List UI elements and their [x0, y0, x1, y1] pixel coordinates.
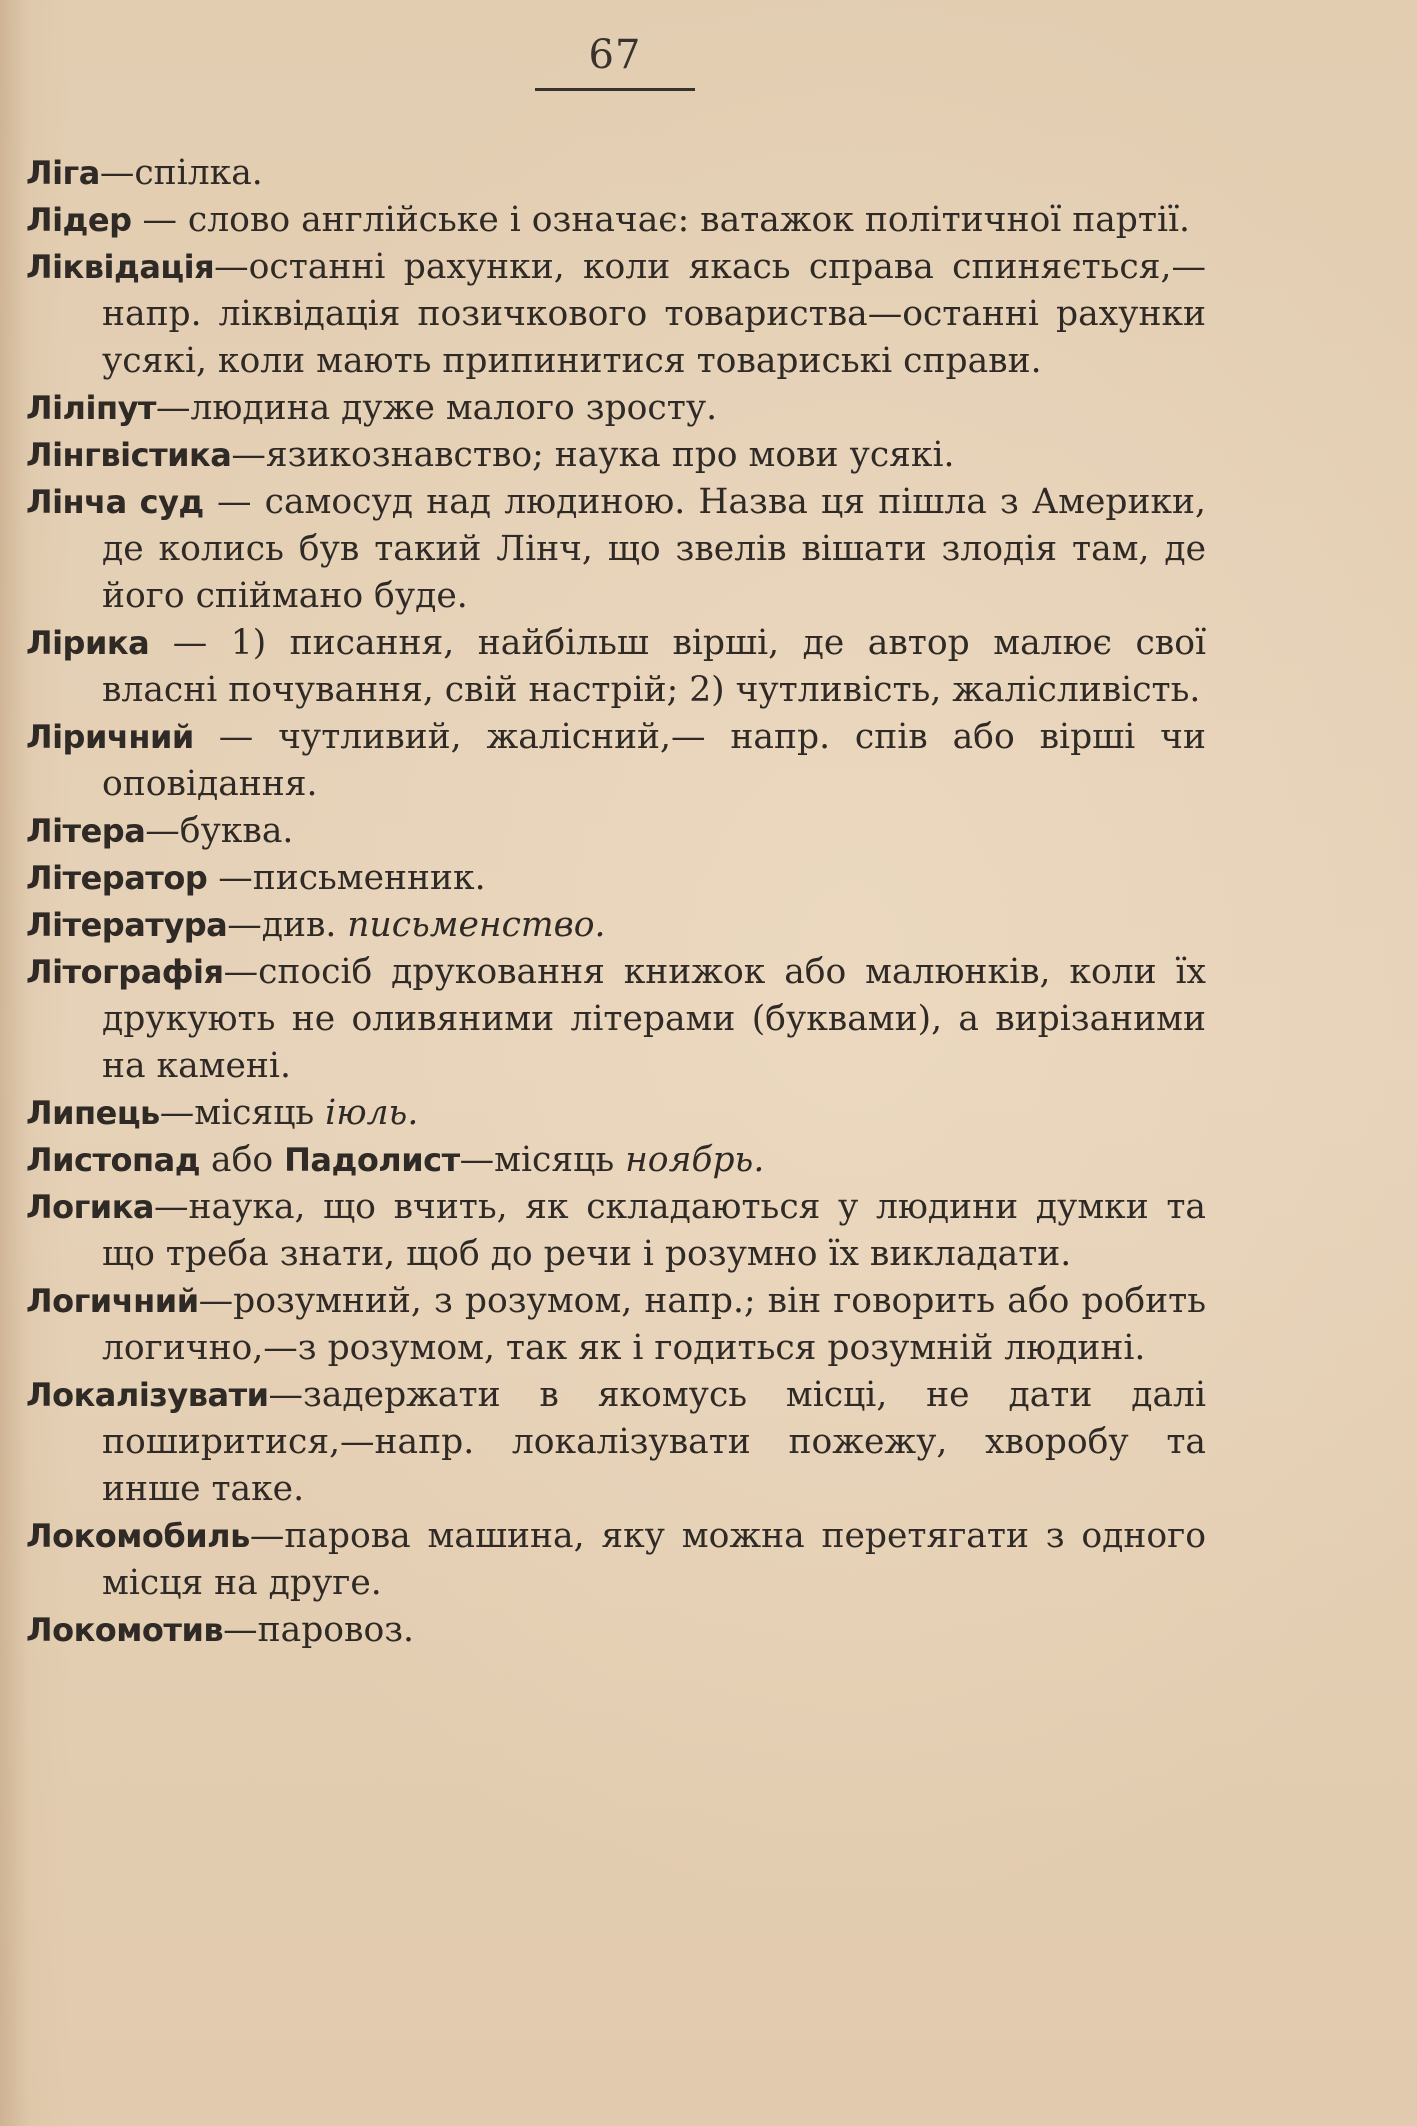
- entry-term: Літографія: [26, 953, 224, 991]
- dictionary-entry: [26, 808, 1206, 855]
- entry-term: Ліга: [26, 154, 100, 192]
- entry-definition: —паровоз.: [223, 1610, 415, 1650]
- entry-term: Логичний: [26, 1282, 199, 1320]
- dictionary-entry: [26, 197, 1206, 244]
- entry-term: Лірика: [26, 624, 150, 662]
- dictionary-entry: [26, 1513, 1206, 1607]
- page-number: 67: [588, 32, 642, 78]
- dictionary-entry: [26, 1137, 1206, 1184]
- entry-definition: —спосіб друковання книжок або малюнків, коли їх друкують не оливяними літерами (буквами), а вирізаними на камені.: [102, 952, 1206, 1086]
- entry-definition: — чутливий, жалісний,— напр. спів або вірші чи оповідання.: [102, 717, 1206, 804]
- entry-term: Листопад: [26, 1141, 201, 1179]
- page-number-rule: [535, 88, 695, 91]
- entry-term: Літератор: [26, 859, 208, 897]
- entry-definition: —місяць: [459, 1140, 626, 1180]
- dictionary-entries: [26, 150, 1206, 1654]
- entry-italic-reference: іюль.: [325, 1093, 419, 1133]
- dictionary-entry: [26, 620, 1206, 714]
- entry-term: Лінгвістика: [26, 436, 232, 474]
- entry-term: Липець: [26, 1094, 160, 1132]
- entry-definition: —останні рахунки, коли якась справа спиняється,—напр. ліквідація позичкового товариства—останні рахунки усякі, коли мають припинитися товариські справи.: [102, 247, 1206, 381]
- dictionary-entry: [26, 1372, 1206, 1513]
- entry-term: Літера: [26, 812, 146, 850]
- entry-italic-reference: письменство.: [347, 905, 606, 945]
- entry-definition: —місяць: [159, 1093, 326, 1133]
- dictionary-entry: [26, 902, 1206, 949]
- entry-definition: —буква.: [145, 811, 294, 851]
- dictionary-entry: [26, 1278, 1206, 1372]
- dictionary-entry: [26, 1090, 1206, 1137]
- entry-term: Ліліпут: [26, 389, 156, 427]
- entry-definition: —парова машина, яку можна перетягати з одного місця на друге.: [102, 1516, 1206, 1603]
- entry-definition: —задержати в якомусь місці, не дати далі поширитися,—напр. локалізувати пожежу, хворобу та инше таке.: [102, 1375, 1206, 1509]
- dictionary-entry: [26, 949, 1206, 1090]
- entry-term: Лідер: [26, 201, 132, 239]
- entry-definition: —розумний, з розумом, напр.; він говорить або робить логично,—з розумом, так як і годиться розумній людині.: [102, 1281, 1206, 1368]
- dictionary-entry: [26, 244, 1206, 385]
- entry-term: Локалізувати: [26, 1376, 269, 1414]
- dictionary-entry: [26, 1184, 1206, 1278]
- entry-term: Ліричний: [26, 718, 194, 756]
- entry-definition: —див.: [227, 905, 348, 945]
- entry-term: Логика: [26, 1188, 155, 1226]
- entry-definition: — слово англійське і означає: ватажок політичної партії.: [131, 200, 1190, 240]
- entry-term: Локомотив: [26, 1611, 224, 1649]
- entry-definition: — самосуд над людиною. Назва ця пішла з Америки, де колись був такий Лінч, що звелів вішати злодія там, де його спіймано буде.: [102, 482, 1206, 616]
- dictionary-entry: [26, 385, 1206, 432]
- entry-term: Ліквідація: [26, 248, 215, 286]
- entry-term: Література: [26, 906, 228, 944]
- dictionary-entry: [26, 432, 1206, 479]
- entry-definition: — 1) писання, найбільш вірші, де автор малює свої власні почування, свій настрій; 2) чутливість, жалісливість.: [102, 623, 1206, 710]
- entry-definition: —письменник.: [207, 858, 486, 898]
- dictionary-entry: [26, 714, 1206, 808]
- entry-definition: —спілка.: [99, 153, 263, 193]
- dictionary-entry: [26, 150, 1206, 197]
- entry-definition: або: [200, 1140, 285, 1180]
- entry-term-alternate: Падолист: [284, 1141, 460, 1179]
- dictionary-entry: [26, 1607, 1206, 1654]
- entry-term: Локомобиль: [26, 1517, 250, 1555]
- dictionary-entry: [26, 479, 1206, 620]
- entry-definition: —язикознавство; наука про мови усякі.: [231, 435, 955, 475]
- entry-term: Лінча суд: [26, 483, 204, 521]
- entry-italic-reference: ноябрь.: [625, 1140, 765, 1180]
- entry-definition: —наука, що вчить, як складаються у людини думки та що треба знати, щоб до речи і розумно їх викладати.: [102, 1187, 1206, 1274]
- entry-definition: —людина дуже малого зросту.: [155, 388, 718, 428]
- dictionary-entry: [26, 855, 1206, 902]
